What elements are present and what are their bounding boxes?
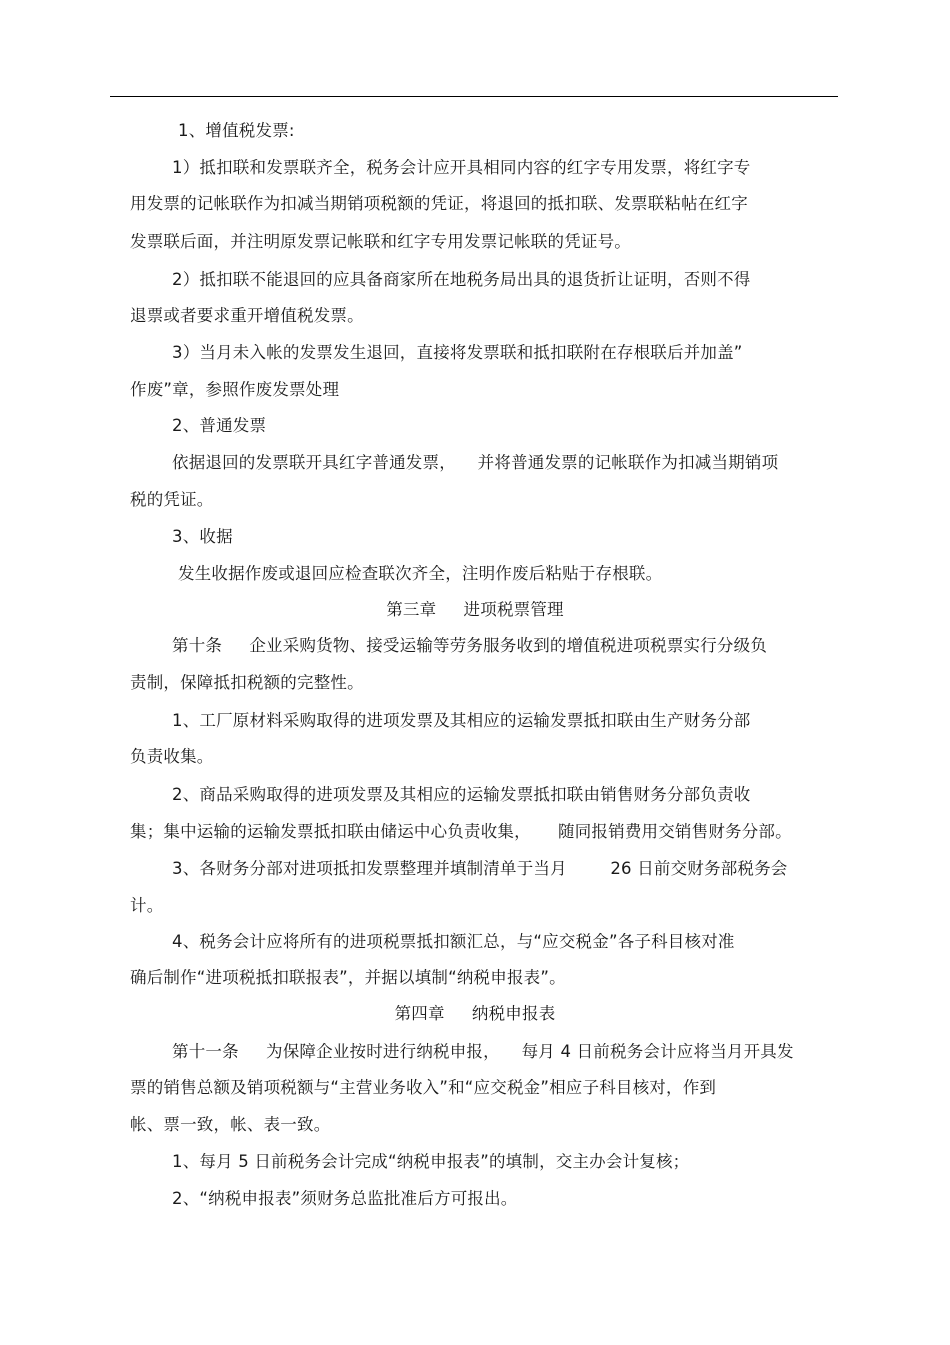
paragraph-line: 2、商品采购取得的进项发票及其相应的运输发票抵扣联由销售财务分部负责收 [172, 785, 751, 804]
paragraph-line: 退票或者要求重开增值税发票。 [130, 306, 364, 325]
paragraph-line: 2）抵扣联不能退回的应具备商家所在地税务局出具的退货折让证明，否则不得 [172, 270, 751, 289]
paragraph-line: 负责收集。 [130, 747, 214, 766]
paragraph-line: 计。 [130, 896, 164, 915]
header-rule [110, 96, 838, 97]
paragraph-line: 依据退回的发票联开具红字普通发票， 并将普通发票的记帐联作为扣减当期销项 [172, 453, 779, 472]
paragraph-line: 责制，保障抵扣税额的完整性。 [130, 673, 364, 692]
paragraph-line: 3、各财务分部对进项抵扣发票整理并填制清单于当月 26 日前交财务部税务会 [172, 859, 788, 878]
section-heading: 3、收据 [172, 527, 233, 546]
paragraph-line: 1、每月 5 日前税务会计完成“纳税申报表”的填制，交主办会计复核； [172, 1152, 690, 1171]
paragraph-line: 票的销售总额及销项税额与“主营业务收入”和“应交税金”相应子科目核对，作到 [130, 1078, 717, 1097]
paragraph-line: 1、工厂原材料采购取得的进项发票及其相应的运输发票抵扣联由生产财务分部 [172, 711, 751, 730]
paragraph-line: 确后制作“进项税抵扣联报表”，并据以填制“纳税申报表”。 [130, 968, 566, 987]
paragraph-line: 集；集中运输的运输发票抵扣联由储运中心负责收集， 随同报销费用交销售财务分部。 [130, 822, 792, 841]
paragraph-line: 1）抵扣联和发票联齐全，税务会计应开具相同内容的红字专用发票，将红字专 [172, 158, 751, 177]
paragraph-line: 作废”章，参照作废发票处理 [130, 380, 340, 399]
section-heading: 2、普通发票 [172, 416, 267, 435]
paragraph-line: 2、“纳税申报表”须财务总监批准后方可报出。 [172, 1189, 518, 1208]
paragraph-line: 3）当月未入帐的发票发生退回，直接将发票联和抵扣联附在存根联后并加盖” [172, 343, 743, 362]
paragraph-line: 帐、票一致，帐、表一致。 [130, 1115, 331, 1134]
paragraph-line: 发生收据作废或退回应检查联次齐全，注明作废后粘贴于存根联。 [178, 564, 663, 583]
section-heading: 1、增值税发票: [178, 121, 295, 140]
article-line: 第十条 企业采购货物、接受运输等劳务服务收到的增值税进项税票实行分级负 [172, 636, 768, 655]
paragraph-line: 用发票的记帐联作为扣减当期销项税额的凭证，将退回的抵扣联、发票联粘帖在红字 [130, 194, 748, 213]
paragraph-line: 发票联后面，并注明原发票记帐联和红字专用发票记帐联的凭证号。 [130, 232, 631, 251]
chapter-title: 第三章 进项税票管理 [386, 600, 564, 619]
paragraph-line: 4、税务会计应将所有的进项税票抵扣额汇总，与“应交税金”各子科目核对准 [172, 932, 735, 951]
chapter-title: 第四章 纳税申报表 [394, 1004, 556, 1023]
paragraph-line: 税的凭证。 [130, 490, 214, 509]
article-line: 第十一条 为保障企业按时进行纳税申报， 每月 4 日前税务会计应将当月开具发 [172, 1042, 794, 1061]
